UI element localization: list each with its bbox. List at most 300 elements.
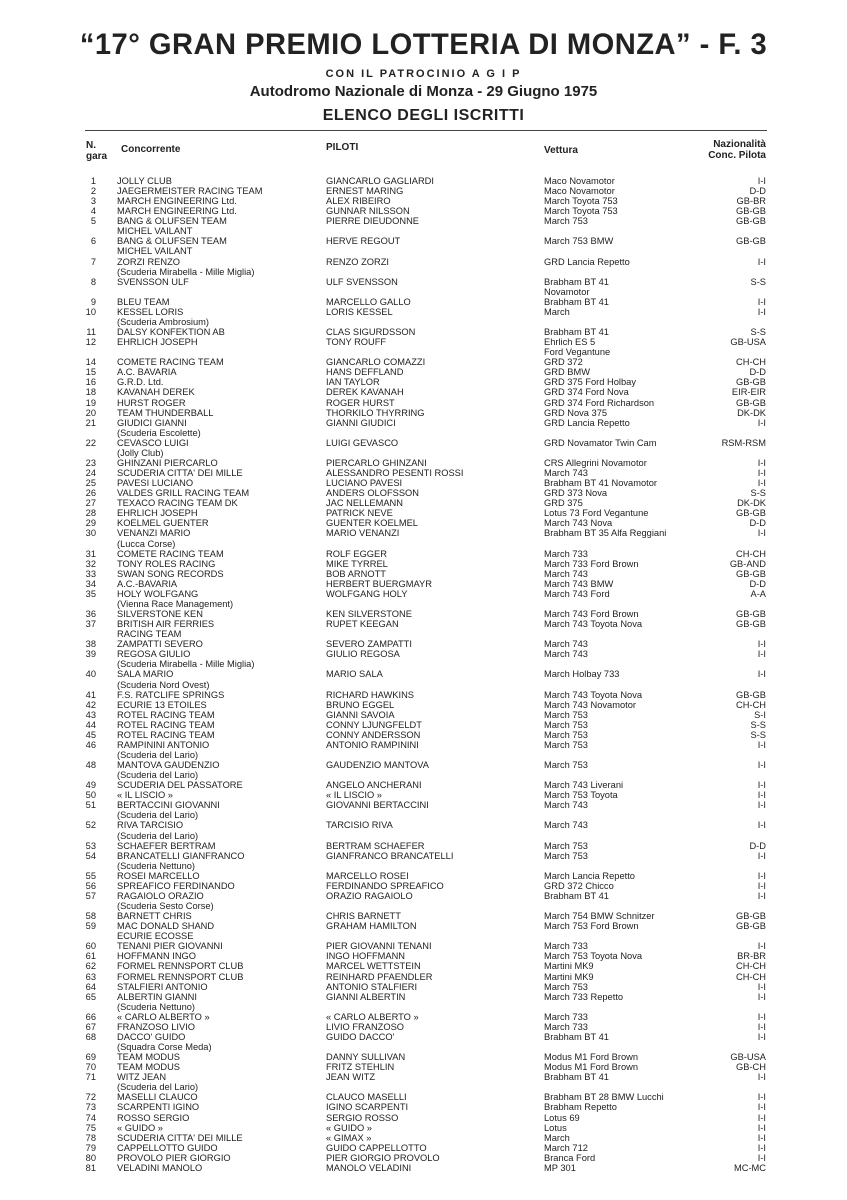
entry-number: 29 bbox=[85, 518, 96, 529]
entry-number: 62 bbox=[85, 961, 96, 972]
driver: HANS DEFFLAND bbox=[326, 367, 404, 378]
entrant: SVENSSON ULF bbox=[117, 276, 189, 287]
driver: ORAZIO RAGAIOLO bbox=[326, 890, 413, 901]
driver: GUNNAR NILSSON bbox=[326, 206, 410, 217]
car: March Toyota 753 bbox=[544, 206, 618, 217]
nationality: DK-DK bbox=[737, 407, 766, 418]
table-row bbox=[0, 589, 847, 599]
car: March 743 bbox=[544, 649, 588, 660]
col-header-nat-1: Nazionalità bbox=[713, 139, 766, 150]
table-row bbox=[0, 539, 847, 549]
driver: PATRICK NEVE bbox=[326, 508, 393, 519]
entry-number: 1 bbox=[90, 176, 96, 186]
nationality: I-I bbox=[757, 800, 766, 811]
nationality: I-I bbox=[757, 1102, 766, 1113]
driver: JAC NELLEMANN bbox=[326, 498, 403, 509]
car: MP 301 bbox=[544, 1162, 576, 1173]
driver: ALEX RIBEIRO bbox=[326, 196, 391, 207]
entrant: ZORZI RENZO bbox=[117, 256, 181, 267]
nationality: S-I bbox=[754, 709, 766, 720]
car: March 753 bbox=[544, 709, 588, 720]
entrant: RACING TEAM bbox=[117, 629, 182, 640]
venue-date: Autodromo Nazionale di Monza - 29 Giugno 1975 bbox=[249, 83, 598, 100]
table-row bbox=[0, 1092, 847, 1102]
car: March 733 bbox=[544, 1021, 588, 1032]
car: Brabham BT 41 bbox=[544, 890, 609, 901]
table-row bbox=[0, 609, 847, 619]
table-row bbox=[0, 579, 847, 589]
car: March 743 Toyota Nova bbox=[544, 619, 643, 630]
entrant: BRANCATELLI GIANFRANCO bbox=[117, 850, 245, 861]
entry-number: 12 bbox=[85, 337, 96, 348]
entry-number: 78 bbox=[85, 1132, 96, 1143]
entrant: ROSSO SERGIO bbox=[117, 1112, 190, 1123]
entry-number: 2 bbox=[90, 186, 96, 197]
car: GRD 375 bbox=[544, 498, 583, 509]
nationality: I-I bbox=[757, 991, 766, 1002]
entrant: (Scuderia del Lario) bbox=[117, 830, 199, 841]
driver: GUENTER KOELMEL bbox=[326, 518, 418, 529]
car: March 753 BMW bbox=[544, 236, 614, 247]
nationality: I-I bbox=[757, 306, 766, 317]
entry-number: 50 bbox=[85, 790, 96, 801]
entry-number: 18 bbox=[85, 387, 96, 398]
car: March 743 Novamotor bbox=[544, 699, 636, 710]
nationality: GB-CH bbox=[736, 1062, 766, 1073]
entry-number: 6 bbox=[90, 236, 96, 247]
entrant: GHINZANI PIERCARLO bbox=[117, 457, 218, 468]
car: GRD 372 Chicco bbox=[544, 880, 614, 891]
driver: HERVE REGOUT bbox=[326, 236, 401, 247]
entry-number: 57 bbox=[85, 890, 96, 901]
entry-number: 22 bbox=[85, 437, 96, 448]
entrant: FORMEL RENNSPORT CLUB bbox=[117, 971, 244, 982]
entry-number: 8 bbox=[90, 276, 96, 287]
car: March 753 bbox=[544, 729, 588, 740]
car: GRD BMW bbox=[544, 367, 590, 378]
table-row bbox=[0, 841, 847, 851]
entry-number: 32 bbox=[85, 558, 96, 569]
driver: PIERCARLO GHINZANI bbox=[326, 457, 427, 468]
driver: INGO HOFFMANN bbox=[326, 951, 406, 962]
entry-number: 25 bbox=[85, 478, 96, 489]
table-row bbox=[0, 961, 847, 971]
driver: GIANFRANCO BRANCATELLI bbox=[326, 850, 454, 861]
entrant: SCHAEFER BERTRAM bbox=[117, 840, 216, 851]
table-row bbox=[0, 1062, 847, 1072]
driver: BERTRAM SCHAEFER bbox=[326, 840, 425, 851]
col-header-car: Vettura bbox=[544, 145, 578, 156]
car: March 733 bbox=[544, 548, 588, 559]
nationality: GB-GB bbox=[736, 689, 766, 700]
nationality: I-I bbox=[757, 1031, 766, 1042]
entrant: TEAM MODUS bbox=[117, 1052, 181, 1063]
entrant: BERTACCINI GIOVANNI bbox=[117, 800, 220, 811]
table-row bbox=[0, 458, 847, 468]
entrant: SILVERSTONE KEN bbox=[117, 609, 203, 619]
driver: GIANCARLO GAGLIARDI bbox=[326, 176, 434, 186]
list-title: ELENCO DEGLI ISCRITTI bbox=[322, 107, 525, 124]
entry-number: 33 bbox=[85, 568, 96, 579]
table-row bbox=[0, 720, 847, 730]
entry-number: 23 bbox=[85, 457, 96, 468]
table-row bbox=[0, 377, 847, 387]
table-row bbox=[0, 267, 847, 277]
col-header-num-1: N. bbox=[86, 140, 96, 151]
table-row bbox=[0, 820, 847, 830]
table-row bbox=[0, 488, 847, 498]
entrant: (Scuderia Nettuno) bbox=[117, 860, 196, 871]
nationality: I-I bbox=[757, 468, 766, 479]
car: GRD Lancia Repetto bbox=[544, 256, 630, 267]
table-row bbox=[0, 236, 847, 246]
car: March bbox=[544, 306, 570, 317]
entry-number: 15 bbox=[85, 367, 96, 378]
entrant: ROTEL RACING TEAM bbox=[117, 709, 215, 720]
nationality: I-I bbox=[757, 760, 766, 771]
table-row bbox=[0, 800, 847, 810]
table-row bbox=[0, 408, 847, 418]
table-row bbox=[0, 992, 847, 1002]
table-row bbox=[0, 448, 847, 458]
entry-number: 69 bbox=[85, 1052, 96, 1063]
entrant: EHRLICH JOSEPH bbox=[117, 337, 198, 348]
car: GRD 373 Nova bbox=[544, 488, 608, 499]
entrant: KOELMEL GUENTER bbox=[117, 518, 209, 529]
table-row bbox=[0, 246, 847, 256]
nationality: S-S bbox=[750, 729, 766, 740]
table-row bbox=[0, 881, 847, 891]
car: March 753 bbox=[544, 719, 588, 730]
nationality: GB-GB bbox=[736, 216, 766, 227]
driver: GIANNI ALBERTIN bbox=[326, 991, 406, 1002]
table-row bbox=[0, 1032, 847, 1042]
car: March 743 bbox=[544, 468, 588, 479]
entry-number: 21 bbox=[85, 417, 96, 428]
driver: SEVERO ZAMPATTI bbox=[326, 639, 412, 650]
entrant: BLEU TEAM bbox=[117, 296, 170, 307]
nationality: I-I bbox=[757, 820, 766, 831]
table-row bbox=[0, 790, 847, 800]
car: Lotus 73 Ford Vegantune bbox=[544, 508, 649, 519]
car: March 753 Toyota Nova bbox=[544, 951, 643, 962]
car: Brabham BT 41 bbox=[544, 327, 609, 338]
car: Ehrlich ES 5 bbox=[544, 337, 596, 348]
nationality: I-I bbox=[757, 1092, 766, 1103]
entrant: MARCH ENGINEERING Ltd. bbox=[117, 206, 237, 217]
car: March 733 bbox=[544, 941, 588, 952]
table-row bbox=[0, 901, 847, 911]
driver: MARCELLO GALLO bbox=[326, 296, 411, 307]
entry-number: 39 bbox=[85, 649, 96, 660]
entry-number: 48 bbox=[85, 760, 96, 771]
car: March Toyota 753 bbox=[544, 196, 618, 207]
entrant: « CARLO ALBERTO » bbox=[117, 1011, 210, 1022]
entry-number: 36 bbox=[85, 609, 96, 619]
entry-number: 67 bbox=[85, 1021, 96, 1032]
entry-number: 66 bbox=[85, 1011, 96, 1022]
entry-number: 41 bbox=[85, 689, 96, 700]
car: March Holbay 733 bbox=[544, 669, 620, 680]
driver: MARCEL WETTSTEIN bbox=[326, 961, 421, 972]
nationality: GB-GB bbox=[736, 568, 766, 579]
entry-number: 64 bbox=[85, 981, 96, 992]
nationality: A-A bbox=[750, 588, 766, 599]
driver: KEN SILVERSTONE bbox=[326, 609, 412, 619]
nationality: RSM-RSM bbox=[721, 437, 766, 448]
car: Martini MK9 bbox=[544, 971, 594, 982]
driver: LUCIANO PAVESI bbox=[326, 478, 403, 489]
entrant: STALFIERI ANTONIO bbox=[117, 981, 208, 992]
entrant: BRITISH AIR FERRIES bbox=[117, 619, 215, 630]
driver: GUIDO CAPPELLOTTO bbox=[326, 1142, 427, 1153]
entry-number: 43 bbox=[85, 709, 96, 720]
car: Modus M1 Ford Brown bbox=[544, 1052, 639, 1063]
entry-number: 80 bbox=[85, 1152, 96, 1163]
entrant: HURST ROGER bbox=[117, 397, 186, 408]
table-row bbox=[0, 951, 847, 961]
table-row bbox=[0, 418, 847, 428]
nationality: I-I bbox=[757, 1011, 766, 1022]
nationality: GB-GB bbox=[736, 619, 766, 630]
car: Novamotor bbox=[544, 286, 590, 297]
entrant: MAC DONALD SHAND bbox=[117, 921, 215, 932]
entrant: (Scuderia Nord Ovest) bbox=[117, 679, 210, 690]
table-row bbox=[0, 1133, 847, 1143]
nationality: S-S bbox=[750, 719, 766, 730]
entry-number: 14 bbox=[85, 357, 96, 368]
nationality: I-I bbox=[757, 739, 766, 750]
car: March 743 bbox=[544, 568, 588, 579]
table-row bbox=[0, 599, 847, 609]
driver: GIANNI GIUDICI bbox=[326, 417, 396, 428]
nationality: I-I bbox=[757, 1152, 766, 1163]
entrant: TEAM MODUS bbox=[117, 1062, 181, 1073]
driver: LIVIO FRANZOSO bbox=[326, 1021, 405, 1032]
entry-number: 9 bbox=[90, 296, 96, 307]
driver: ROGER HURST bbox=[326, 397, 395, 408]
driver: ANTONIO STALFIERI bbox=[326, 981, 418, 992]
entry-number: 44 bbox=[85, 719, 96, 730]
table-row bbox=[0, 659, 847, 669]
nationality: S-S bbox=[750, 276, 766, 287]
driver: GAUDENZIO MANTOVA bbox=[326, 760, 429, 771]
table-row bbox=[0, 740, 847, 750]
table-row bbox=[0, 861, 847, 871]
driver: MIKE TYRREL bbox=[326, 558, 388, 569]
entry-number: 75 bbox=[85, 1122, 96, 1133]
nationality: I-I bbox=[757, 649, 766, 660]
nationality: MC-MC bbox=[733, 1162, 766, 1173]
entry-number: 60 bbox=[85, 941, 96, 952]
car: Brabham Repetto bbox=[544, 1102, 617, 1113]
nationality: GB-BR bbox=[736, 196, 766, 207]
car: Brabham BT 41 bbox=[544, 1072, 609, 1083]
driver: ANGELO ANCHERANI bbox=[326, 780, 422, 791]
entry-number: 30 bbox=[85, 528, 96, 539]
nationality: GB-AND bbox=[729, 558, 766, 569]
entry-number: 38 bbox=[85, 639, 96, 650]
table-row bbox=[0, 438, 847, 448]
nationality: I-I bbox=[757, 850, 766, 861]
nationality: CH-CH bbox=[736, 961, 766, 972]
nationality: I-I bbox=[757, 176, 766, 186]
table-row bbox=[0, 528, 847, 538]
entrant: (Scuderia del Lario) bbox=[117, 749, 199, 760]
entrant: CEVASCO LUIGI bbox=[117, 437, 189, 448]
car: March 753 bbox=[544, 981, 588, 992]
car: March 754 BMW Schnitzer bbox=[544, 911, 655, 922]
car: Brabham BT 41 bbox=[544, 276, 609, 287]
entry-number: 72 bbox=[85, 1092, 96, 1103]
driver: JEAN WITZ bbox=[326, 1072, 376, 1083]
nationality: D-D bbox=[749, 367, 766, 378]
table-row bbox=[0, 357, 847, 367]
car: GRD 372 bbox=[544, 357, 583, 368]
sponsor-line: CON IL PATROCINIO A G I P bbox=[325, 68, 522, 80]
entrant: KESSEL LORIS bbox=[117, 306, 184, 317]
driver: GUIDO DACCO' bbox=[326, 1031, 395, 1042]
nationality: D-D bbox=[749, 186, 766, 197]
entrant: JAEGERMEISTER RACING TEAM bbox=[117, 186, 263, 197]
driver: TARCISIO RIVA bbox=[326, 820, 393, 831]
driver: LUIGI GEVASCO bbox=[326, 437, 399, 448]
entrant: (Jolly Club) bbox=[117, 447, 164, 458]
entrant: MANTOVA GAUDENZIO bbox=[117, 760, 220, 771]
driver: PIER GIOVANNI TENANI bbox=[326, 941, 432, 952]
entry-number: 55 bbox=[85, 870, 96, 881]
table-row bbox=[0, 478, 847, 488]
entrant: SCARPENTI IGINO bbox=[117, 1102, 200, 1113]
entrant: COMETE RACING TEAM bbox=[117, 357, 224, 368]
car: March Lancia Repetto bbox=[544, 870, 635, 881]
table-row bbox=[0, 1163, 847, 1173]
entrant: ALBERTIN GIANNI bbox=[117, 991, 197, 1002]
nationality: I-I bbox=[757, 1122, 766, 1133]
nationality: GB-USA bbox=[730, 1052, 766, 1063]
table-row bbox=[0, 921, 847, 931]
car: March 733 Ford Brown bbox=[544, 558, 639, 569]
entrant: FRANZOSO LIVIO bbox=[117, 1021, 196, 1032]
table-row bbox=[0, 307, 847, 317]
driver: CONNY LJUNGFELDT bbox=[326, 719, 422, 730]
table-row bbox=[0, 891, 847, 901]
car: March 743 bbox=[544, 639, 588, 650]
entrant: A.C.-BAVARIA bbox=[117, 578, 178, 589]
entrant: ZAMPATTI SEVERO bbox=[117, 639, 203, 650]
table-row bbox=[0, 982, 847, 992]
driver: GIANCARLO COMAZZI bbox=[326, 357, 426, 368]
entrant: BARNETT CHRIS bbox=[117, 911, 192, 922]
entry-number: 16 bbox=[85, 377, 96, 388]
driver: « IL LISCIO » bbox=[326, 790, 382, 801]
entrant: JOLLY CLUB bbox=[117, 176, 172, 186]
nationality: I-I bbox=[757, 639, 766, 650]
car: GRD Lancia Repetto bbox=[544, 417, 630, 428]
table-row bbox=[0, 428, 847, 438]
driver: MARCELLO ROSEI bbox=[326, 870, 409, 881]
entrant: TONY ROLES RACING bbox=[117, 558, 216, 569]
driver: DANNY SULLIVAN bbox=[326, 1052, 406, 1063]
entry-number: 65 bbox=[85, 991, 96, 1002]
table-row bbox=[0, 1022, 847, 1032]
entry-number: 19 bbox=[85, 397, 96, 408]
driver: CHRIS BARNETT bbox=[326, 911, 401, 922]
car: March 743 Ford Brown bbox=[544, 609, 639, 619]
entrant: VELADINI MANOLO bbox=[117, 1162, 203, 1173]
nationality: GB-GB bbox=[736, 609, 766, 619]
car: March 712 bbox=[544, 1142, 588, 1153]
table-row bbox=[0, 1072, 847, 1082]
entrant: VENANZI MARIO bbox=[117, 528, 191, 539]
entrant: ECURIE ECOSSE bbox=[117, 931, 194, 942]
entrant: CAPPELLOTTO GUIDO bbox=[117, 1142, 218, 1153]
driver: PIERRE DIEUDONNE bbox=[326, 216, 419, 227]
col-header-nat-2: Conc. Pilota bbox=[708, 150, 766, 161]
entrant: (Scuderia Nettuno) bbox=[117, 1001, 196, 1012]
col-header-drivers: PILOTI bbox=[326, 142, 359, 153]
driver: MANOLO VELADINI bbox=[326, 1162, 412, 1173]
table-row bbox=[0, 176, 847, 186]
driver: DEREK KAVANAH bbox=[326, 387, 404, 398]
entrant: MICHEL VAILANT bbox=[117, 246, 193, 257]
driver: « GUIDO » bbox=[326, 1122, 372, 1133]
driver: THORKILO THYRRING bbox=[326, 407, 425, 418]
car: GRD Novamator Twin Cam bbox=[544, 437, 657, 448]
car: Maco Novamotor bbox=[544, 176, 615, 186]
entrant: WITZ JEAN bbox=[117, 1072, 167, 1083]
entry-number: 58 bbox=[85, 911, 96, 922]
col-header-entrant: Concorrente bbox=[121, 144, 181, 155]
entry-number: 59 bbox=[85, 921, 96, 932]
entry-number: 42 bbox=[85, 699, 96, 710]
car: March 753 bbox=[544, 739, 588, 750]
driver: FRITZ STEHLIN bbox=[326, 1062, 395, 1073]
table-row bbox=[0, 931, 847, 941]
table-row bbox=[0, 1082, 847, 1092]
driver: ERNEST MARING bbox=[326, 186, 404, 197]
car: Ford Vegantune bbox=[544, 347, 611, 358]
entry-number: 49 bbox=[85, 780, 96, 791]
entry-number: 54 bbox=[85, 850, 96, 861]
driver: SERGIO ROSSO bbox=[326, 1112, 399, 1123]
nationality: I-I bbox=[757, 457, 766, 468]
table-row bbox=[0, 941, 847, 951]
entrant: BANG & OLUFSEN TEAM bbox=[117, 236, 227, 247]
entry-number: 34 bbox=[85, 578, 96, 589]
nationality: CH-CH bbox=[736, 971, 766, 982]
driver: IGINO SCARPENTI bbox=[326, 1102, 409, 1113]
car: GRD 374 Ford Richardson bbox=[544, 397, 655, 408]
entry-number: 51 bbox=[85, 800, 96, 811]
entrant: SCUDERIA CITTA' DEI MILLE bbox=[117, 1132, 243, 1143]
car: GRD 374 Ford Nova bbox=[544, 387, 629, 398]
entry-number: 68 bbox=[85, 1031, 96, 1042]
table-row bbox=[0, 196, 847, 206]
table-row bbox=[0, 871, 847, 881]
table-row bbox=[0, 317, 847, 327]
table-row bbox=[0, 1123, 847, 1133]
car: March 753 bbox=[544, 840, 588, 851]
nationality: I-I bbox=[757, 981, 766, 992]
driver: RENZO ZORZI bbox=[326, 256, 390, 267]
entrant: ROTEL RACING TEAM bbox=[117, 719, 215, 730]
entry-number: 37 bbox=[85, 619, 96, 630]
entrant: EHRLICH JOSEPH bbox=[117, 508, 198, 519]
entrant: SCUDERIA DEL PASSATORE bbox=[117, 780, 243, 791]
car: Lotus 69 bbox=[544, 1112, 580, 1123]
table-row bbox=[0, 972, 847, 982]
